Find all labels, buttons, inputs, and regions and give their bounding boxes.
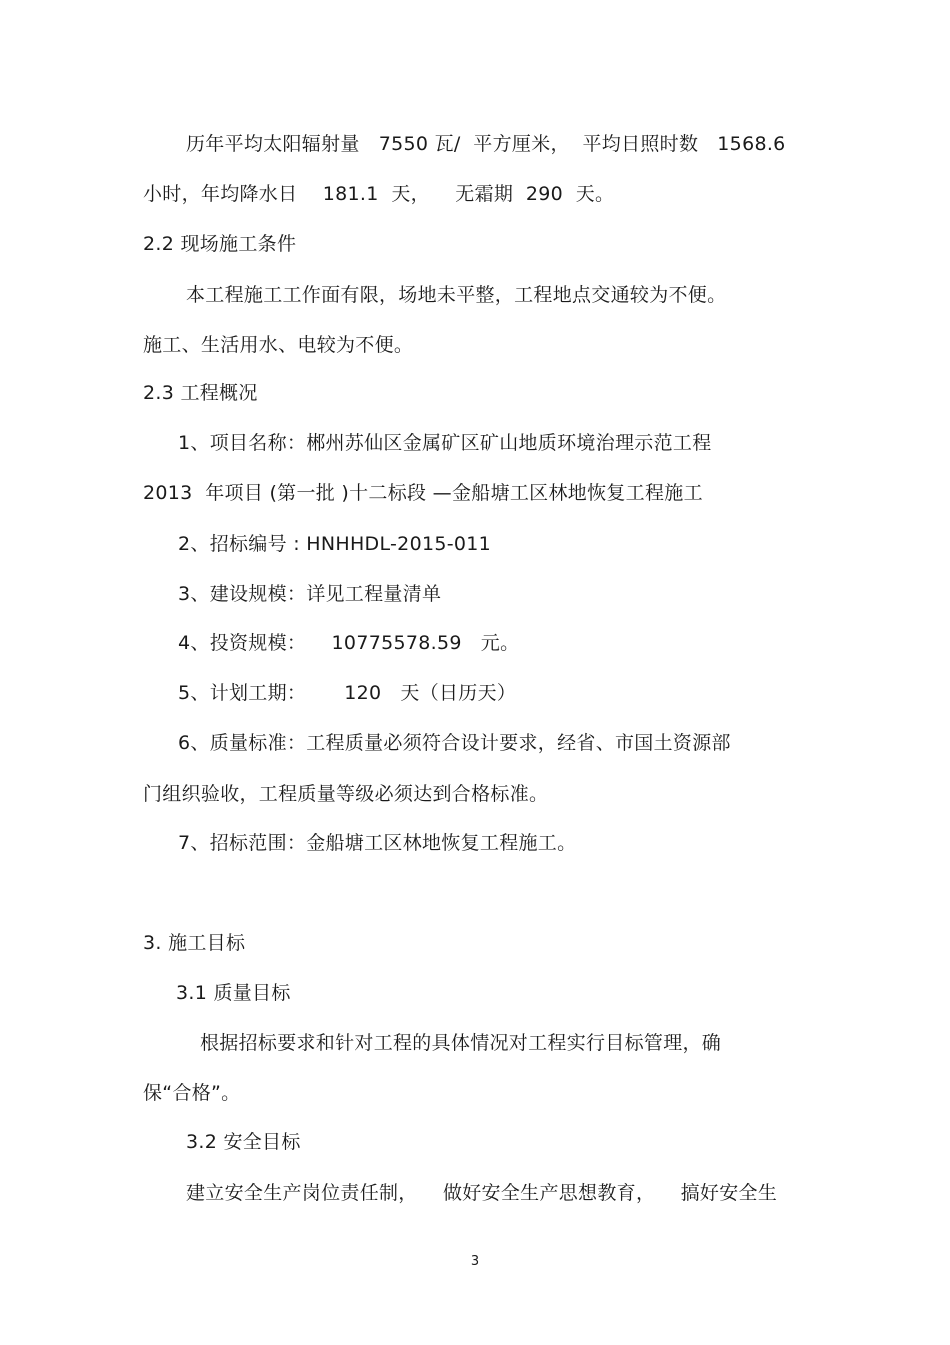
- list-item: 6、质量标准：工程质量必须符合设计要求，经省、市国土资源部: [178, 732, 731, 754]
- paragraph-line: 小时，年均降水日 181.1 天， 无霜期 290 天。: [143, 183, 615, 205]
- subsection-heading: 3.2 安全目标: [186, 1131, 301, 1153]
- section-heading: 2.2 现场施工条件: [143, 233, 297, 255]
- list-item: 4、投资规模： 10775578.59 元。: [178, 632, 520, 654]
- list-item-continuation: 2013 年项目 (第一批 )十二标段 —金船塘工区林地恢复工程施工: [143, 482, 703, 504]
- paragraph-line: 历年平均太阳辐射量 7550 瓦/ 平方厘米， 平均日照时数 1568.6: [186, 133, 786, 155]
- paragraph-line: 建立安全生产岗位责任制， 做好安全生产思想教育， 搞好安全生: [186, 1182, 778, 1204]
- section-heading: 3. 施工目标: [143, 932, 246, 954]
- list-item: 2、招标编号 : HNHHDL-2015-011: [178, 533, 492, 555]
- subsection-heading: 3.1 质量目标: [176, 982, 291, 1004]
- list-item: 3、建设规模：详见工程量清单: [178, 583, 442, 605]
- list-item: 1、项目名称：郴州苏仙区金属矿区矿山地质环境治理示范工程: [178, 432, 712, 454]
- page-number: 3: [470, 1254, 480, 1269]
- list-item: 5、计划工期： 120 天（日历天）: [178, 682, 517, 704]
- paragraph-line: 本工程施工工作面有限，场地未平整，工程地点交通较为不便。: [186, 284, 727, 306]
- paragraph-line: 保“合格”。: [143, 1082, 241, 1104]
- list-item: 7、招标范围：金船塘工区林地恢复工程施工。: [178, 832, 577, 854]
- paragraph-line: 根据招标要求和针对工程的具体情况对工程实行目标管理，确: [200, 1032, 722, 1054]
- paragraph-line: 施工、生活用水、电较为不便。: [143, 334, 414, 356]
- list-item-continuation: 门组织验收，工程质量等级必须达到合格标准。: [143, 783, 549, 805]
- section-heading: 2.3 工程概况: [143, 382, 258, 404]
